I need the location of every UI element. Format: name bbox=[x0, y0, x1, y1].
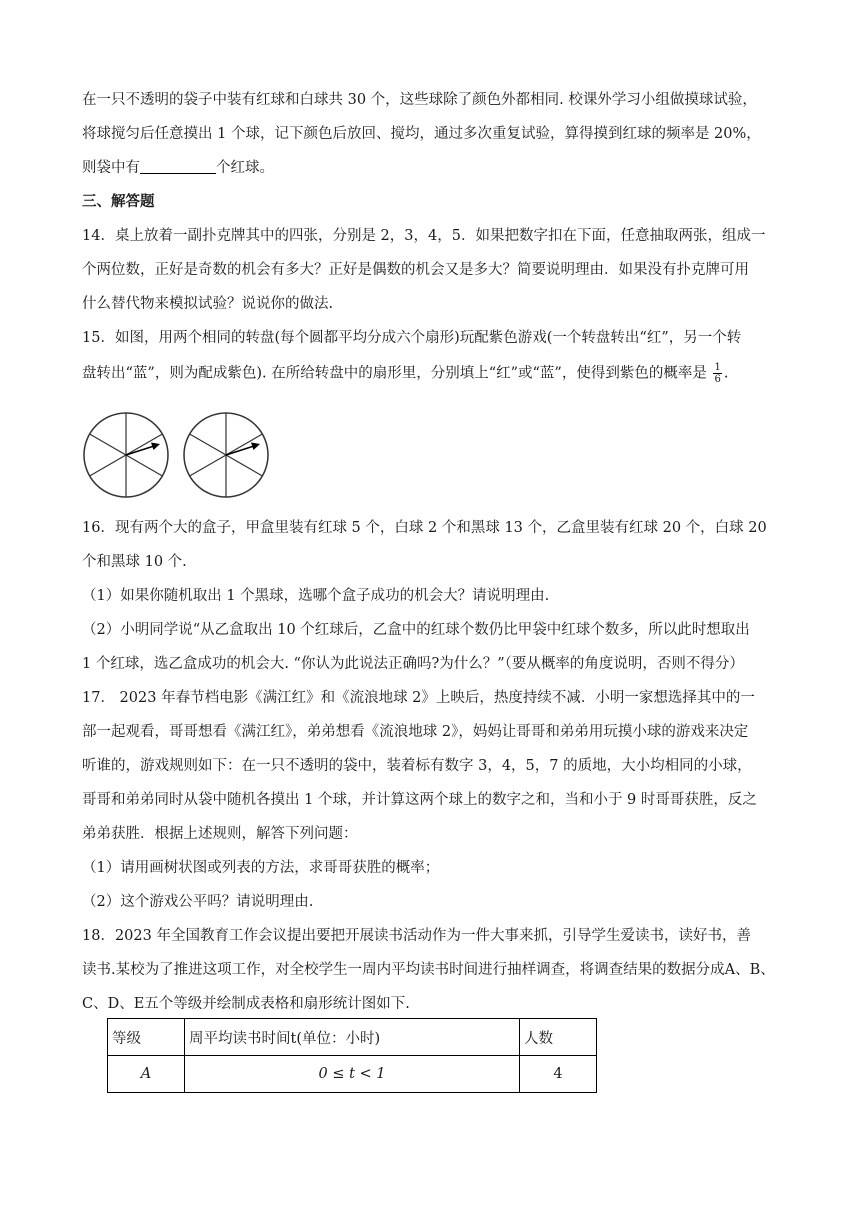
q16-sub-2-line-2: 1 个红球，选乙盒成功的机会大. “你认为此说法正确吗?为什么？”（要从概率的角度说明，否则不得分） bbox=[82, 656, 744, 672]
q13-line-3 bbox=[82, 158, 274, 178]
q16-line-2: 个和黑球 10 个. bbox=[82, 554, 187, 570]
section-title: 三、解答题 bbox=[82, 193, 155, 210]
spinners-svg bbox=[82, 412, 282, 502]
q13-line-2: 将球搅匀后任意摸出 1 个球，记下颜色后放回、搅均，通过多次重复试验，算得摸到红球的频率是 20%， bbox=[82, 126, 761, 142]
grade-table bbox=[107, 1018, 597, 1093]
header-count: 人数 bbox=[520, 1019, 597, 1056]
cell-grade: A bbox=[108, 1056, 185, 1093]
q17-sub-2: （2）这个游戏公平吗？请说明理由. bbox=[82, 894, 314, 910]
q15-line-2 bbox=[82, 362, 728, 385]
q18-line-3: C、D、E五个等级并绘制成表格和扇形统计图如下. bbox=[82, 996, 410, 1012]
q17-line-4: 哥哥和弟弟同时从袋中随机各摸出 1 个球，并计算这两个球上的数字之和，当和小于 9 时哥哥获胜，反之 bbox=[82, 792, 757, 808]
q15-line-2-end: . bbox=[723, 365, 729, 382]
q17-line-1: 17． 2023 年春节档电影《满江红》和《流浪地球 2》上映后，热度持续不减．小明一家想选择其中的一 bbox=[82, 690, 755, 706]
q13-line-3-post: 个红球。 bbox=[216, 160, 274, 176]
q14-line-1: 14．桌上放着一副扑克牌其中的四张，分别是 2，3，4，5．如果把数字扣在下面，任意抽取两张，组成一 bbox=[82, 228, 766, 244]
spinner-right bbox=[184, 413, 268, 497]
fraction-one-sixth bbox=[713, 362, 721, 385]
spinner-left bbox=[84, 413, 168, 497]
q18-line-1: 18．2023 年全国教育工作会议提出要把开展读书活动作为一件大事来抓，引导学生爱读书，读好书，善 bbox=[82, 928, 751, 944]
header-grade: 等级 bbox=[108, 1019, 185, 1056]
q13-line-1: 在一只不透明的袋子中装有红球和白球共 30 个，这些球除了颜色外都相同. 校课外学习小组做摸球试验， bbox=[82, 92, 757, 108]
q16-sub-2-line-1: （2）小明同学说“从乙盒取出 10 个红球后，乙盒中的红球个数仍比甲袋中红球个数多，所以此时想取出 bbox=[82, 622, 750, 638]
q17-line-5: 弟弟获胜．根据上述规则，解答下列问题： bbox=[82, 826, 358, 842]
answer-blank bbox=[140, 159, 216, 174]
fraction-denominator: 6 bbox=[714, 374, 721, 385]
q16-sub-1: （1）如果你随机取出 1 个黑球，选哪个盒子成功的机会大？请说明理由. bbox=[82, 588, 550, 604]
table-row bbox=[108, 1056, 597, 1093]
header-reading-time: 周平均读书时间t(单位：小时) bbox=[185, 1019, 520, 1056]
q17-line-2: 部一起观看，哥哥想看《满江红》，弟弟想看《流浪地球 2》，妈妈让哥哥和弟弟用玩摸小球的游戏来决定 bbox=[82, 724, 749, 740]
q15-line-2-text: 盘转出“蓝”，则为配成紫色). 在所给转盘中的扇形里，分别填上“红”或“蓝”，使得到紫色的概率是 bbox=[82, 365, 707, 382]
table-header-row bbox=[108, 1019, 597, 1056]
cell-reading-time: 0 ≤ t < 1 bbox=[185, 1056, 520, 1093]
q16-line-1: 16．现有两个大的盒子，甲盒里装有红球 5 个，白球 2 个和黑球 13 个，乙盒里装有红球 20 个，白球 20 bbox=[82, 520, 767, 536]
q15-line-1: 15．如图，用两个相同的转盘(每个圆都平均分成六个扇形)玩配紫色游戏(一个转盘转出“红”，另一个转 bbox=[82, 330, 742, 346]
q17-sub-1: （1）请用画树状图或列表的方法，求哥哥获胜的概率； bbox=[82, 860, 440, 876]
q14-line-2: 个两位数，正好是奇数的机会有多大？正好是偶数的机会又是多大？简要说明理由．如果没有扑克牌可用 bbox=[82, 262, 749, 278]
cell-count: 4 bbox=[520, 1056, 597, 1093]
spinners-figure bbox=[82, 412, 282, 506]
fraction-numerator: 1 bbox=[714, 362, 721, 373]
q18-line-2: 读书.某校为了推进这项工作，对全校学生一周内平均读书时间进行抽样调查，将调查结果的数据分成A、B、 bbox=[82, 962, 775, 978]
q14-line-3: 什么替代物来模拟试验？说说你的做法. bbox=[82, 296, 334, 312]
q13-line-3-pre: 则袋中有 bbox=[82, 160, 140, 176]
q17-line-3: 听谁的，游戏规则如下：在一只不透明的袋中，装着标有数字 3，4，5，7 的质地，大小均相同的小球， bbox=[82, 758, 752, 774]
